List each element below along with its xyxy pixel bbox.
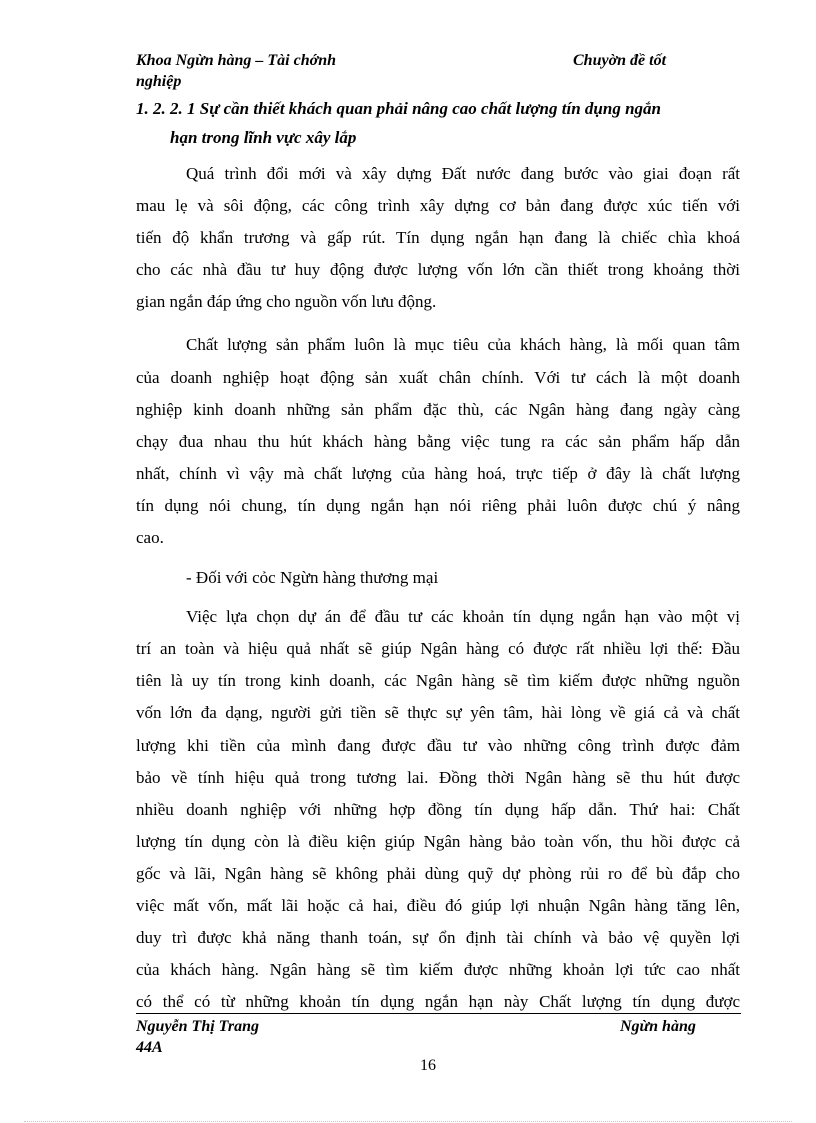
body-line: nhất, chính vì vậy mà chất lượng của hàng hoá, trực tiếp ở đây là chất lượng [136,464,740,483]
body-line: vốn lớn đa dạng, người gửi tiền sẽ thực sự yên tâm, hài lòng về giá cả và chất [136,703,740,722]
body-line: duy trì được khả năng thanh toán, sự ổn định tài chính và bảo vệ quyền lợi [136,928,740,947]
body-line: tiên là uy tín trong kinh doanh, các Ngân hàng sẽ tìm kiếm được những nguồn [136,671,740,690]
body-line: gốc và lãi, Ngân hàng sẽ không phải dùng quỹ dự phòng rủi ro để bù đắp cho [136,864,740,883]
body-line: của doanh nghiệp hoạt động sản xuất chân chính. Với tư cách là một doanh [136,368,740,387]
body-line: lượng khi tiền của mình đang được đầu tư vào những công trình được đảm [136,736,740,755]
page-bottom-border [24,1121,792,1122]
body-line: trí an toàn và hiệu quả nhất sẽ giúp Ngân hàng có được rất nhiều lợi thế: Đầu [136,639,740,658]
body-line: bảo về tính hiệu quả trong tương lai. Đồng thời Ngân hàng sẽ thu hút được [136,768,740,787]
body-line: nhiều doanh nghiệp với những hợp đồng tín dụng hấp dẫn. Thứ hai: Chất [136,800,740,819]
body-line: Chất lượng sản phẩm luôn là mục tiêu của khách hàng, là mối quan tâm [186,335,740,354]
section-heading-line1: 1. 2. 2. 1 Sự cần thiết khách quan phải nâng cao chất lượng tín dụng ngắn [136,99,661,118]
subheading-commercial-banks: - Đối với cỏc Ngừn hàng thương mại [186,568,439,587]
body-line: Việc lựa chọn dự án để đầu tư các khoản tín dụng ngắn hạn vào một vị [186,607,740,626]
footer-rule [136,1013,741,1014]
body-line: việc mất vốn, mất lãi hoặc cả hai, điều đó giúp lợi nhuận Ngân hàng tăng lên, [136,896,740,915]
body-line: Quá trình đổi mới và xây dựng Đất nước đang bước vào giai đoạn rất [186,164,740,183]
body-line: cao. [136,528,164,547]
body-line: nghiệp kinh doanh những sản phẩm đặc thù, các Ngân hàng đang ngày càng [136,400,740,419]
body-line: gian ngắn đáp ứng cho nguồn vốn lưu động. [136,292,437,311]
footer-class: 44A [136,1039,163,1056]
page-number: 16 [420,1057,436,1074]
body-line: tiến độ khẩn trương và gấp rút. Tín dụng ngắn hạn đang là chiếc chìa khoá [136,228,740,247]
body-line: lượng tín dụng còn là điều kiện giúp Ngân hàng bảo toàn vốn, thu hồi được cả [136,832,740,851]
header-faculty: Khoa Ngừn hàng – Tài chớnh [136,52,337,69]
body-line: mau lẹ và sôi động, các công trình xây dựng cơ bản đang được xúc tiến với [136,196,740,215]
header-doc-type: Chuyờn đề tốt [573,52,667,69]
body-line: có thể có từ những khoản tín dụng ngắn hạn này Chất lượng tín dụng được [136,992,740,1011]
body-line: chạy đua nhau thu hút khách hàng bằng việc tung ra các sản phẩm hấp dẫn [136,432,740,451]
footer-author: Nguyễn Thị Trang [136,1018,259,1035]
body-line: tín dụng nói chung, tín dụng ngắn hạn nói riêng phải luôn được chú ý nâng [136,496,740,515]
section-heading-line2: hạn trong lĩnh vực xây lắp [170,128,357,147]
header-faculty-cont: nghiệp [136,73,182,90]
footer-major: Ngừn hàng [620,1018,696,1035]
body-line: cho các nhà đầu tư huy động được lượng vốn lớn cần thiết trong khoảng thời [136,260,740,279]
body-line: của khách hàng. Ngân hàng sẽ tìm kiếm được những khoản lợi tức cao nhất [136,960,740,979]
